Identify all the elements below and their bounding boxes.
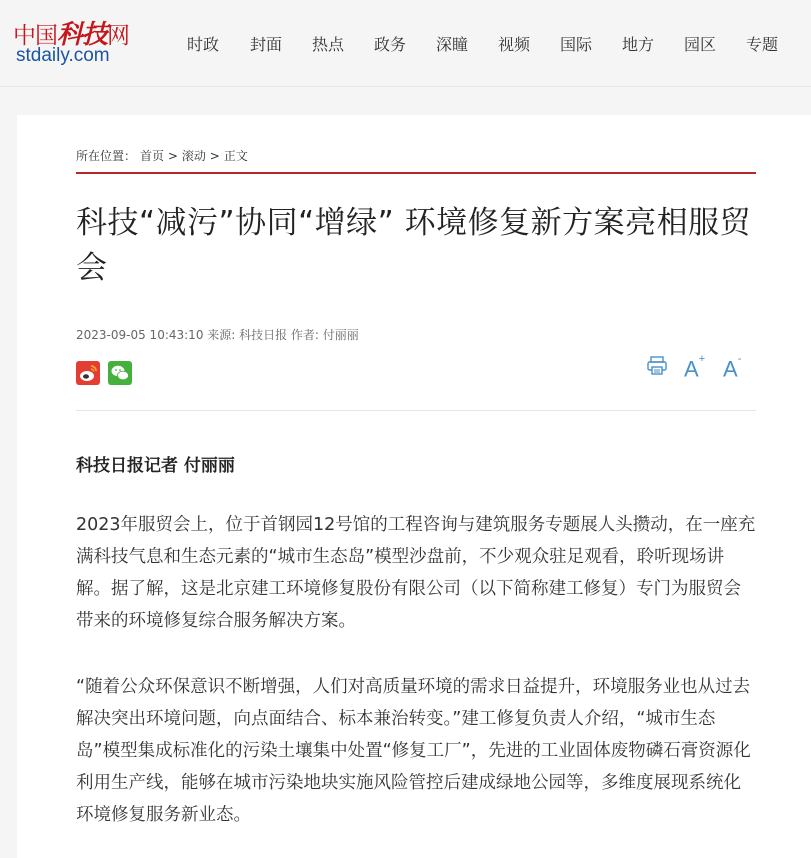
- header-divider: [76, 410, 756, 411]
- weibo-icon[interactable]: [76, 361, 100, 385]
- article-container: [17, 115, 811, 858]
- breadcrumb-divider: [76, 172, 756, 174]
- breadcrumb-separator: >: [167, 149, 178, 163]
- breadcrumb-separator: >: [209, 149, 220, 163]
- nav-item-topics[interactable]: 专题: [746, 35, 779, 54]
- wechat-icon[interactable]: [108, 361, 132, 385]
- logo-chinese: 中国科技网: [13, 20, 130, 50]
- nav-item-park[interactable]: 园区: [684, 35, 717, 54]
- site-logo[interactable]: [13, 14, 138, 74]
- font-increase-button[interactable]: A+: [684, 353, 706, 382]
- nav-item-international[interactable]: 国际: [560, 35, 593, 54]
- nav-item-hot[interactable]: 热点: [312, 35, 345, 54]
- breadcrumb-channel[interactable]: 滚动: [181, 149, 206, 163]
- nav-item-depth[interactable]: 深瞳: [436, 35, 469, 54]
- article-paragraph: 2023年服贸会上，位于首钢园12号馆的工程咨询与建筑服务专题展人头攒动，在一座充满科技气息和生态元素的“城市生态岛”模型沙盘前，不少观众驻足观看，聆听现场讲解。据了解，这是北京建工环境修复股份有限公司（以下简称建工修复）专门为服贸会带来的环境修复综合服务解决方案。: [76, 515, 756, 631]
- font-decrease-button[interactable]: A-: [723, 353, 742, 382]
- nav-item-video[interactable]: 视频: [498, 35, 531, 54]
- breadcrumb-current: 正文: [223, 149, 248, 163]
- nav-item-government[interactable]: 政务: [374, 35, 407, 54]
- print-icon[interactable]: [646, 351, 668, 379]
- nav-item-politics[interactable]: 时政: [187, 35, 220, 54]
- article-meta: 2023-09-05 10:43:10 来源: 科技日报 作者: 付丽丽: [76, 328, 359, 342]
- site-header: [0, 0, 811, 87]
- breadcrumb-home[interactable]: 首页: [140, 149, 165, 163]
- breadcrumb: [76, 147, 252, 164]
- article-byline: 科技日报记者 付丽丽: [76, 456, 235, 476]
- nav-item-cover[interactable]: 封面: [250, 35, 283, 54]
- nav-item-local[interactable]: 地方: [622, 35, 655, 54]
- article-title: 科技“减污”协同“增绿” 环境修复新方案亮相服贸会: [76, 205, 752, 286]
- article-paragraph: “随着公众环保意识不断增强，人们对高质量环境的需求日益提升，环境服务业也从过去解决突出环境问题，向点面结合、标本兼治转变。”建工修复负责人介绍，“城市生态岛”模型集成标准化的污染土壤集中处置“修复工厂”，先进的工业固体废物磷石膏资源化利用生产线，能够在城市污染地块实施风险管控后建成绿地公园等，多维度展现系统化环境修复服务新业态。: [76, 677, 751, 825]
- logo-english: stdaily.com: [16, 45, 110, 66]
- breadcrumb-label: 所在位置：: [76, 149, 137, 163]
